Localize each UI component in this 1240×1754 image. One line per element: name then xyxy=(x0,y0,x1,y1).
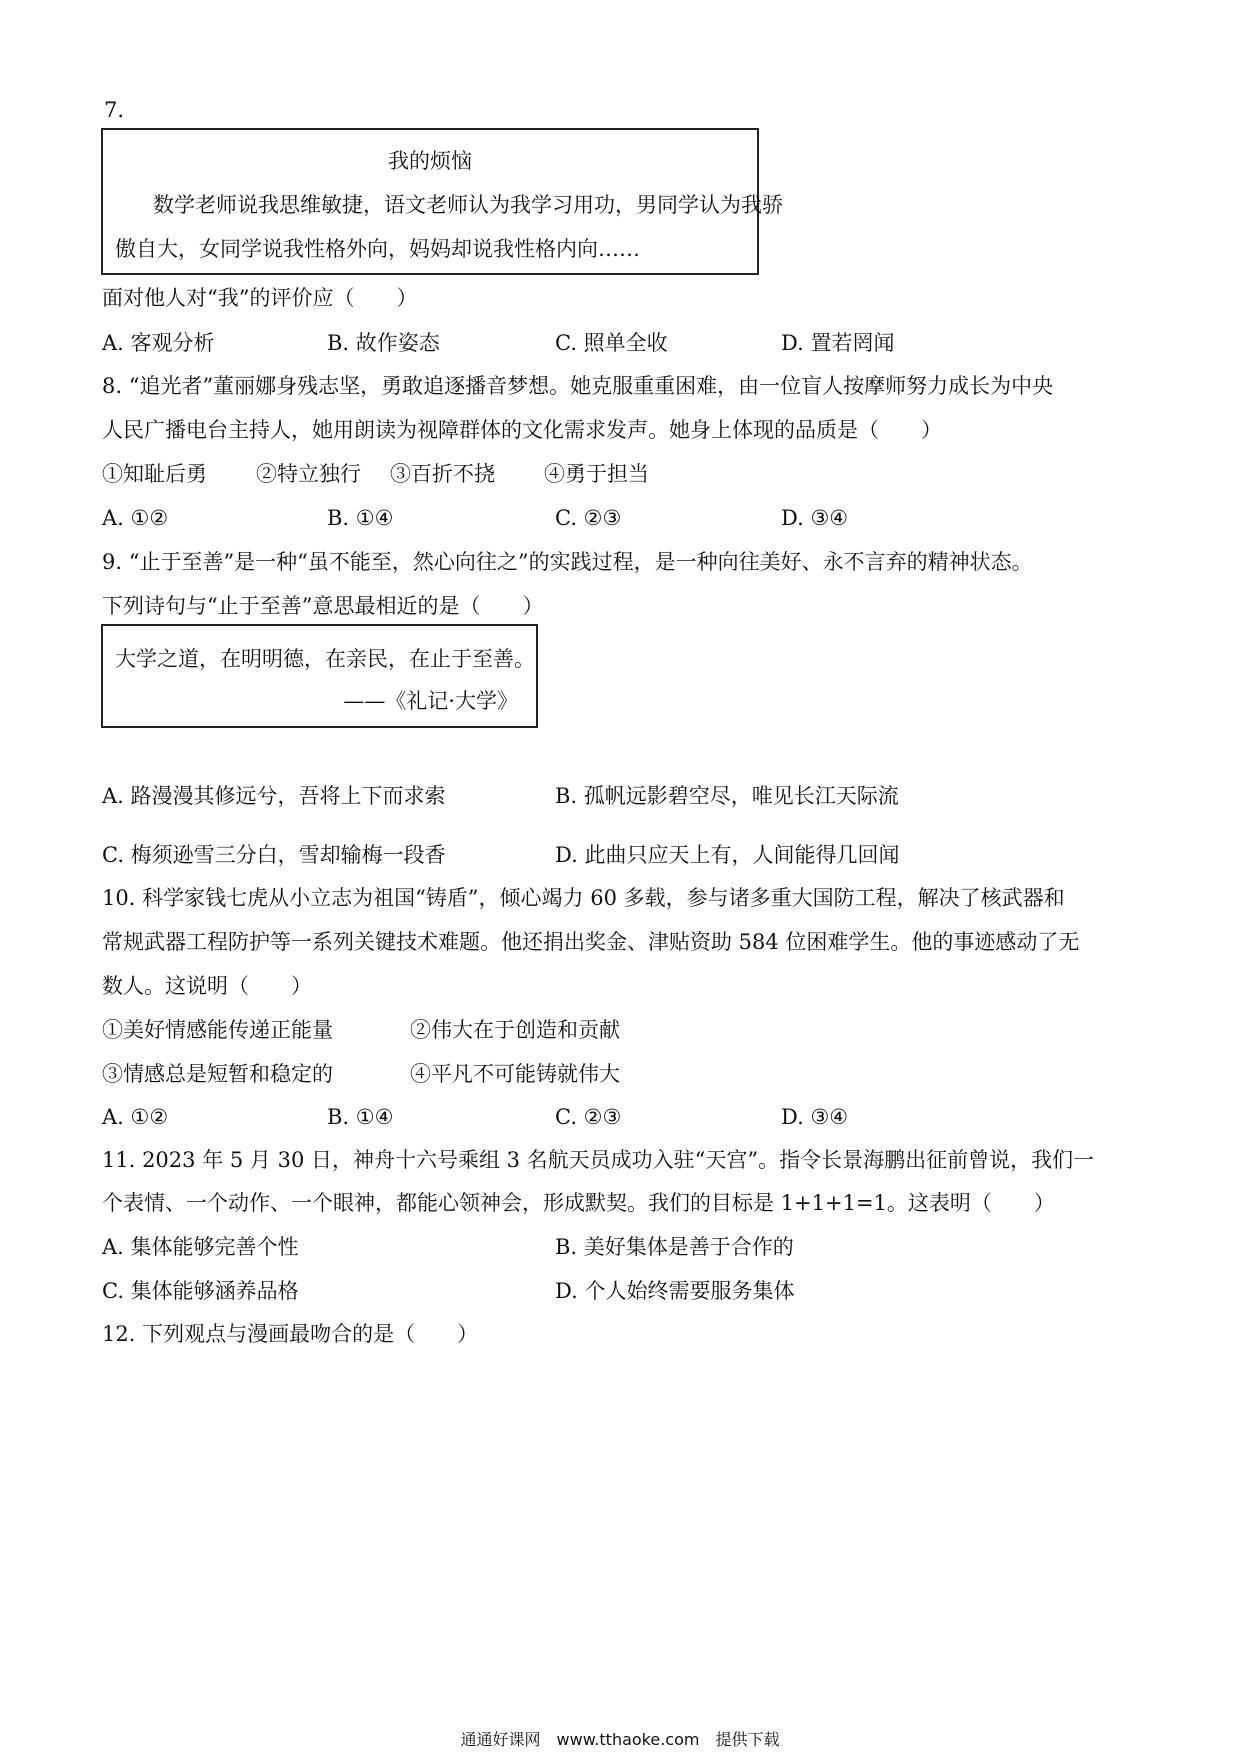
q10-option-c[interactable]: C. ②③ xyxy=(555,1105,622,1129)
q10-option-b[interactable]: B. ①④ xyxy=(327,1105,394,1129)
page-footer: 通通好课网 www.tthaoke.com 提供下载 xyxy=(460,1730,780,1749)
q8-option-b[interactable]: B. ①④ xyxy=(327,506,394,530)
q8-option-d[interactable]: D. ③④ xyxy=(781,506,849,530)
q7-option-c[interactable]: C. 照单全收 xyxy=(555,331,668,355)
q8-item-2: ②特立独行 xyxy=(256,462,361,486)
q8-item-4: ④勇于担当 xyxy=(544,462,649,486)
q10-item-1: ①美好情感能传递正能量 xyxy=(102,1018,333,1042)
q9-option-d[interactable]: D. 此曲只应天上有，人间能得几回闻 xyxy=(555,843,900,867)
q11-option-d[interactable]: D. 个人始终需要服务集体 xyxy=(555,1279,795,1303)
q10-option-d[interactable]: D. ③④ xyxy=(781,1105,849,1129)
q11-option-c[interactable]: C. 集体能够涵养品格 xyxy=(102,1279,299,1303)
q11-option-a[interactable]: A. 集体能够完善个性 xyxy=(102,1235,299,1259)
q10-item-4: ④平凡不可能铸就伟大 xyxy=(410,1062,620,1086)
q10-option-a[interactable]: A. ①② xyxy=(102,1105,169,1129)
q9-quote: 大学之道，在明明德，在亲民，在止于至善。 xyxy=(115,647,535,671)
q9-line2: 下列诗句与“止于至善”意思最相近的是（ ） xyxy=(102,594,544,618)
q8-item-3: ③百折不挠 xyxy=(390,462,495,486)
q7-number: 7. xyxy=(104,98,125,122)
q12-stem: 12. 下列观点与漫画最吻合的是（ ） xyxy=(102,1322,479,1346)
q11-line2: 个表情、一个动作、一个眼神，都能心领神会，形成默契。我们的目标是 1+1+1=1。这表明（ ） xyxy=(102,1191,1055,1215)
q7-box-title: 我的烦恼 xyxy=(388,149,472,173)
q8-item-1: ①知耻后勇 xyxy=(102,462,207,486)
q10-item-3: ③情感总是短暂和稳定的 xyxy=(102,1062,333,1086)
q7-option-d[interactable]: D. 置若罔闻 xyxy=(781,331,895,355)
q9-option-c[interactable]: C. 梅须逊雪三分白，雪却输梅一段香 xyxy=(102,843,446,867)
q8-line1: 8. “追光者”董丽娜身残志坚，勇敢追逐播音梦想。她克服重重困难，由一位盲人按摩师努力成长为中央 xyxy=(102,374,1054,398)
q7-material-box xyxy=(101,128,783,275)
q10-line2: 常规武器工程防护等一系列关键技术难题。他还捐出奖金、津贴资助 584 位困难学生。他的事迹感动了无 xyxy=(102,930,1080,954)
q11-option-b[interactable]: B. 美好集体是善于合作的 xyxy=(555,1235,794,1259)
q8-option-c[interactable]: C. ②③ xyxy=(555,506,622,530)
q8-option-a[interactable]: A. ①② xyxy=(102,506,169,530)
q7-box-line2: 傲自大，女同学说我性格外向，妈妈却说我性格内向…… xyxy=(115,237,640,261)
q7-option-b[interactable]: B. 故作姿态 xyxy=(327,331,440,355)
q7-stem: 面对他人对“我”的评价应（ ） xyxy=(102,286,418,310)
q8-line2: 人民广播电台主持人，她用朗读为视障群体的文化需求发声。她身上体现的品质是（ ） xyxy=(102,418,942,442)
q9-quote-source: ——《礼记·大学》 xyxy=(343,689,518,713)
q9-quote-box xyxy=(101,624,538,728)
q11-line1: 11. 2023 年 5 月 30 日，神舟十六号乘组 3 名航天员成功入驻“天宫”。指令长景海鹏出征前曾说，我们一 xyxy=(102,1148,1095,1172)
q9-line1: 9. “止于至善”是一种“虽不能至，然心向往之”的实践过程，是一种向往美好、永不言弃的精神状态。 xyxy=(102,550,1033,574)
q7-box-line1: 数学老师说我思维敏捷，语文老师认为我学习用功，男同学认为我骄 xyxy=(153,193,783,217)
q9-option-a[interactable]: A. 路漫漫其修远兮，吾将上下而求索 xyxy=(102,784,446,808)
q10-line3: 数人。这说明（ ） xyxy=(102,974,312,998)
q7-option-a[interactable]: A. 客观分析 xyxy=(102,331,215,355)
q9-option-b[interactable]: B. 孤帆远影碧空尽，唯见长江天际流 xyxy=(555,784,899,808)
q10-line1: 10. 科学家钱七虎从小立志为祖国“铸盾”，倾心竭力 60 多载，参与诸多重大国防工程，解决了核武器和 xyxy=(102,886,1065,910)
q10-item-2: ②伟大在于创造和贡献 xyxy=(410,1018,620,1042)
